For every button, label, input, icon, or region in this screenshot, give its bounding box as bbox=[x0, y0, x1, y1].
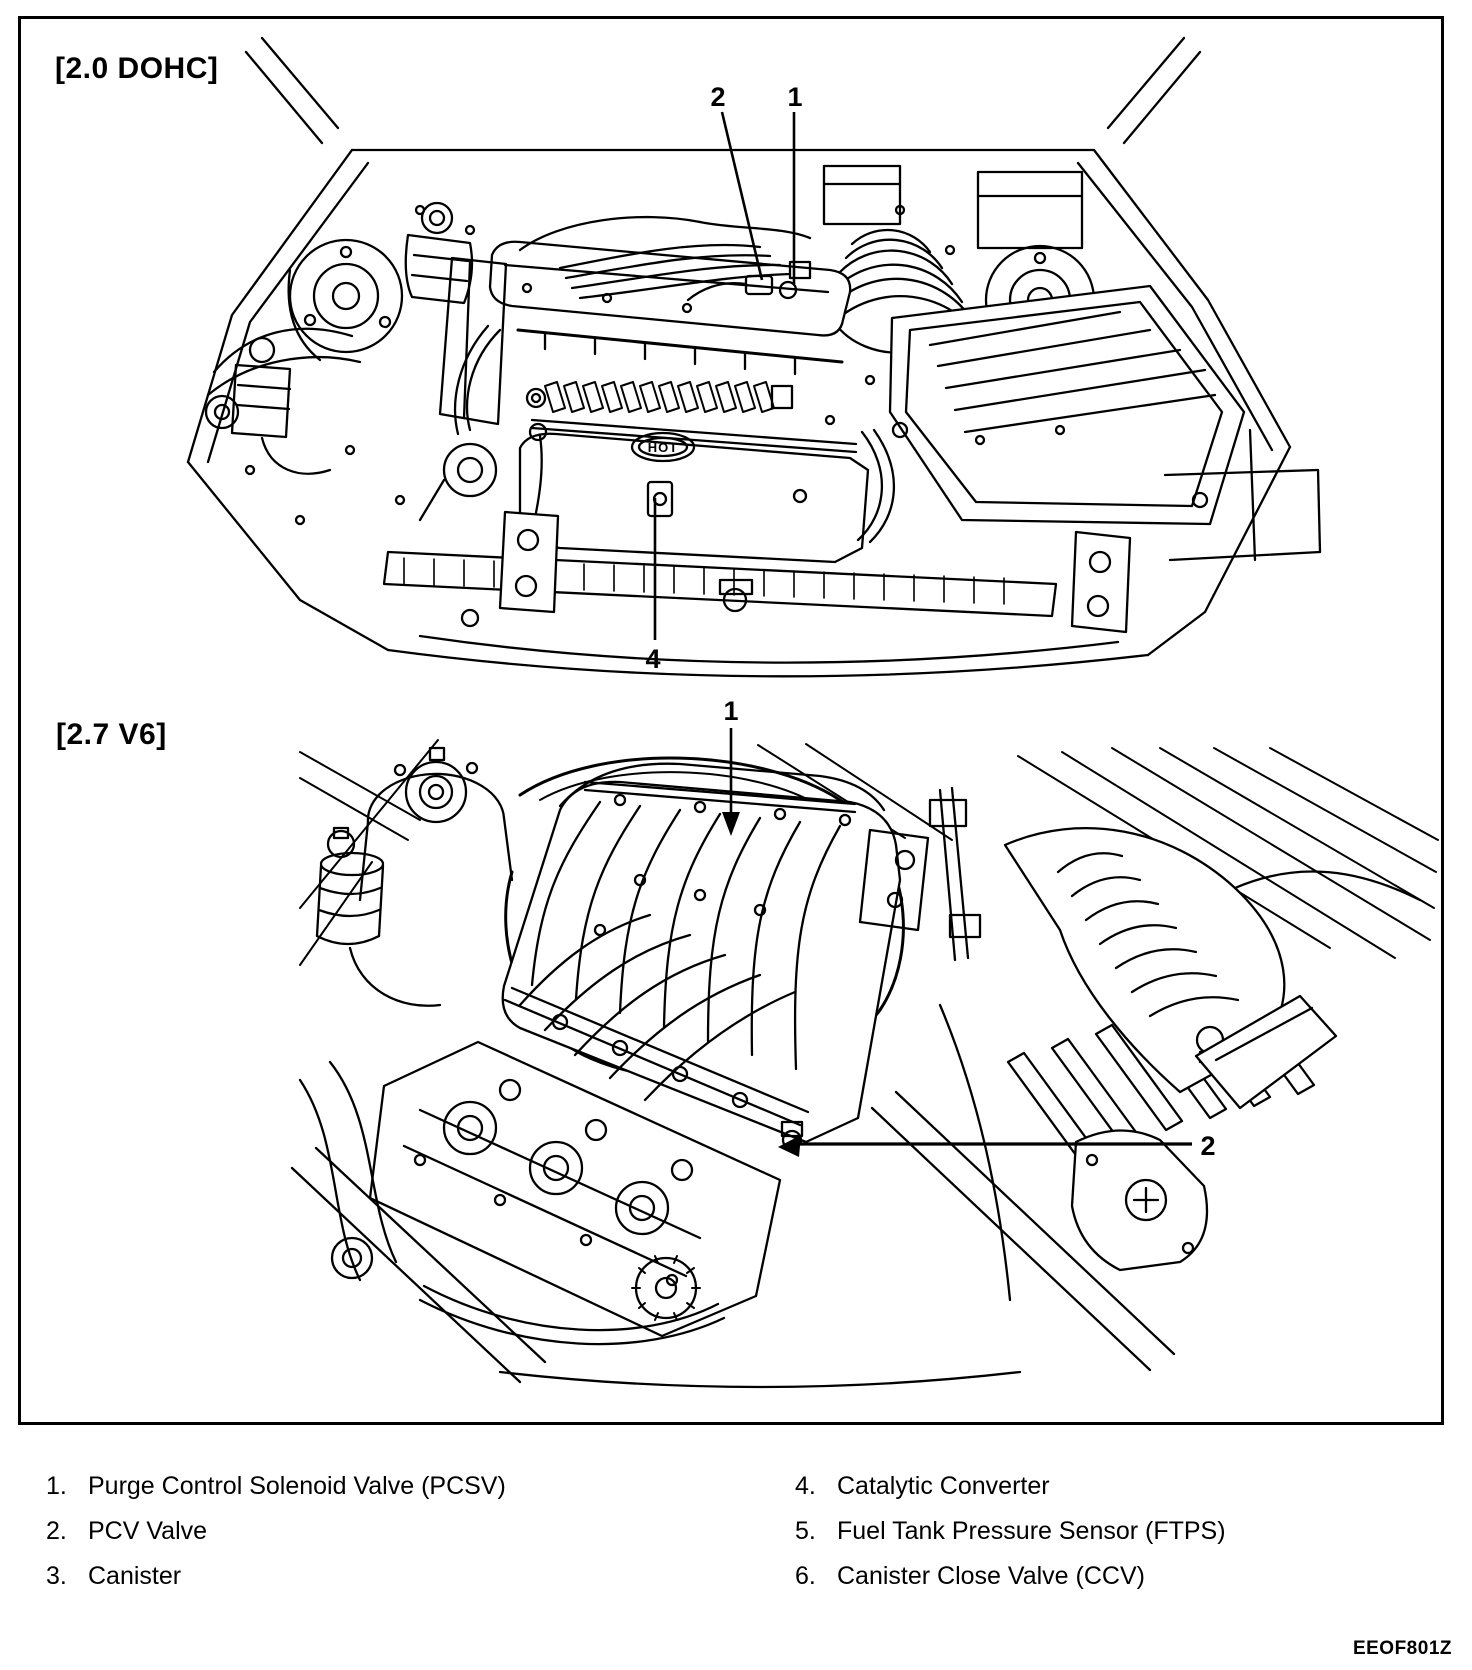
legend-item-number: 5. bbox=[795, 1517, 816, 1545]
legend-item-number: 3. bbox=[46, 1562, 67, 1590]
diagram-label-dohc: [2.0 DOHC] bbox=[55, 52, 219, 85]
legend-item bbox=[46, 1562, 181, 1591]
callout-number: 4 bbox=[645, 644, 661, 674]
engine-bay-diagram-dohc bbox=[188, 38, 1320, 676]
legend-item bbox=[46, 1472, 506, 1501]
strut-tower-left bbox=[289, 240, 402, 360]
legend-item-label: Catalytic Converter bbox=[837, 1472, 1050, 1500]
legend-item-label: Purge Control Solenoid Valve (PCSV) bbox=[88, 1472, 506, 1500]
hot-badge-text: HOT bbox=[647, 440, 679, 455]
figure-code: EEOF801Z bbox=[1352, 1638, 1452, 1659]
callout-number: 1 bbox=[787, 82, 803, 112]
engine-front-panel bbox=[520, 424, 868, 562]
legend-item-number: 4. bbox=[795, 1472, 816, 1500]
engine-diagram-v6 bbox=[292, 740, 1438, 1387]
legend-item-number: 2. bbox=[46, 1517, 67, 1545]
legend-item bbox=[46, 1517, 207, 1546]
legend-item bbox=[795, 1517, 1226, 1546]
callout-arrowhead bbox=[778, 1135, 801, 1157]
legend-item bbox=[795, 1472, 1050, 1501]
legend-item-label: Canister bbox=[88, 1562, 182, 1590]
legend-item-label: Fuel Tank Pressure Sensor (FTPS) bbox=[837, 1517, 1226, 1545]
callout-number: 2 bbox=[710, 82, 726, 112]
air-cleaner-box bbox=[890, 286, 1244, 524]
diagram-label-v6: [2.7 V6] bbox=[56, 718, 167, 751]
legend-item-number: 6. bbox=[795, 1562, 816, 1590]
callout-number: 2 bbox=[1200, 1131, 1216, 1161]
callout-number: 1 bbox=[723, 696, 739, 726]
legend-item-label: PCV Valve bbox=[88, 1517, 208, 1545]
power-steering-reservoir bbox=[317, 828, 440, 1006]
legend-item-label: Canister Close Valve (CCV) bbox=[837, 1562, 1145, 1590]
coolant-reservoir bbox=[406, 203, 472, 303]
legend-item bbox=[795, 1562, 1145, 1591]
legend-item-number: 1. bbox=[46, 1472, 67, 1500]
fuel-rail bbox=[518, 330, 842, 374]
